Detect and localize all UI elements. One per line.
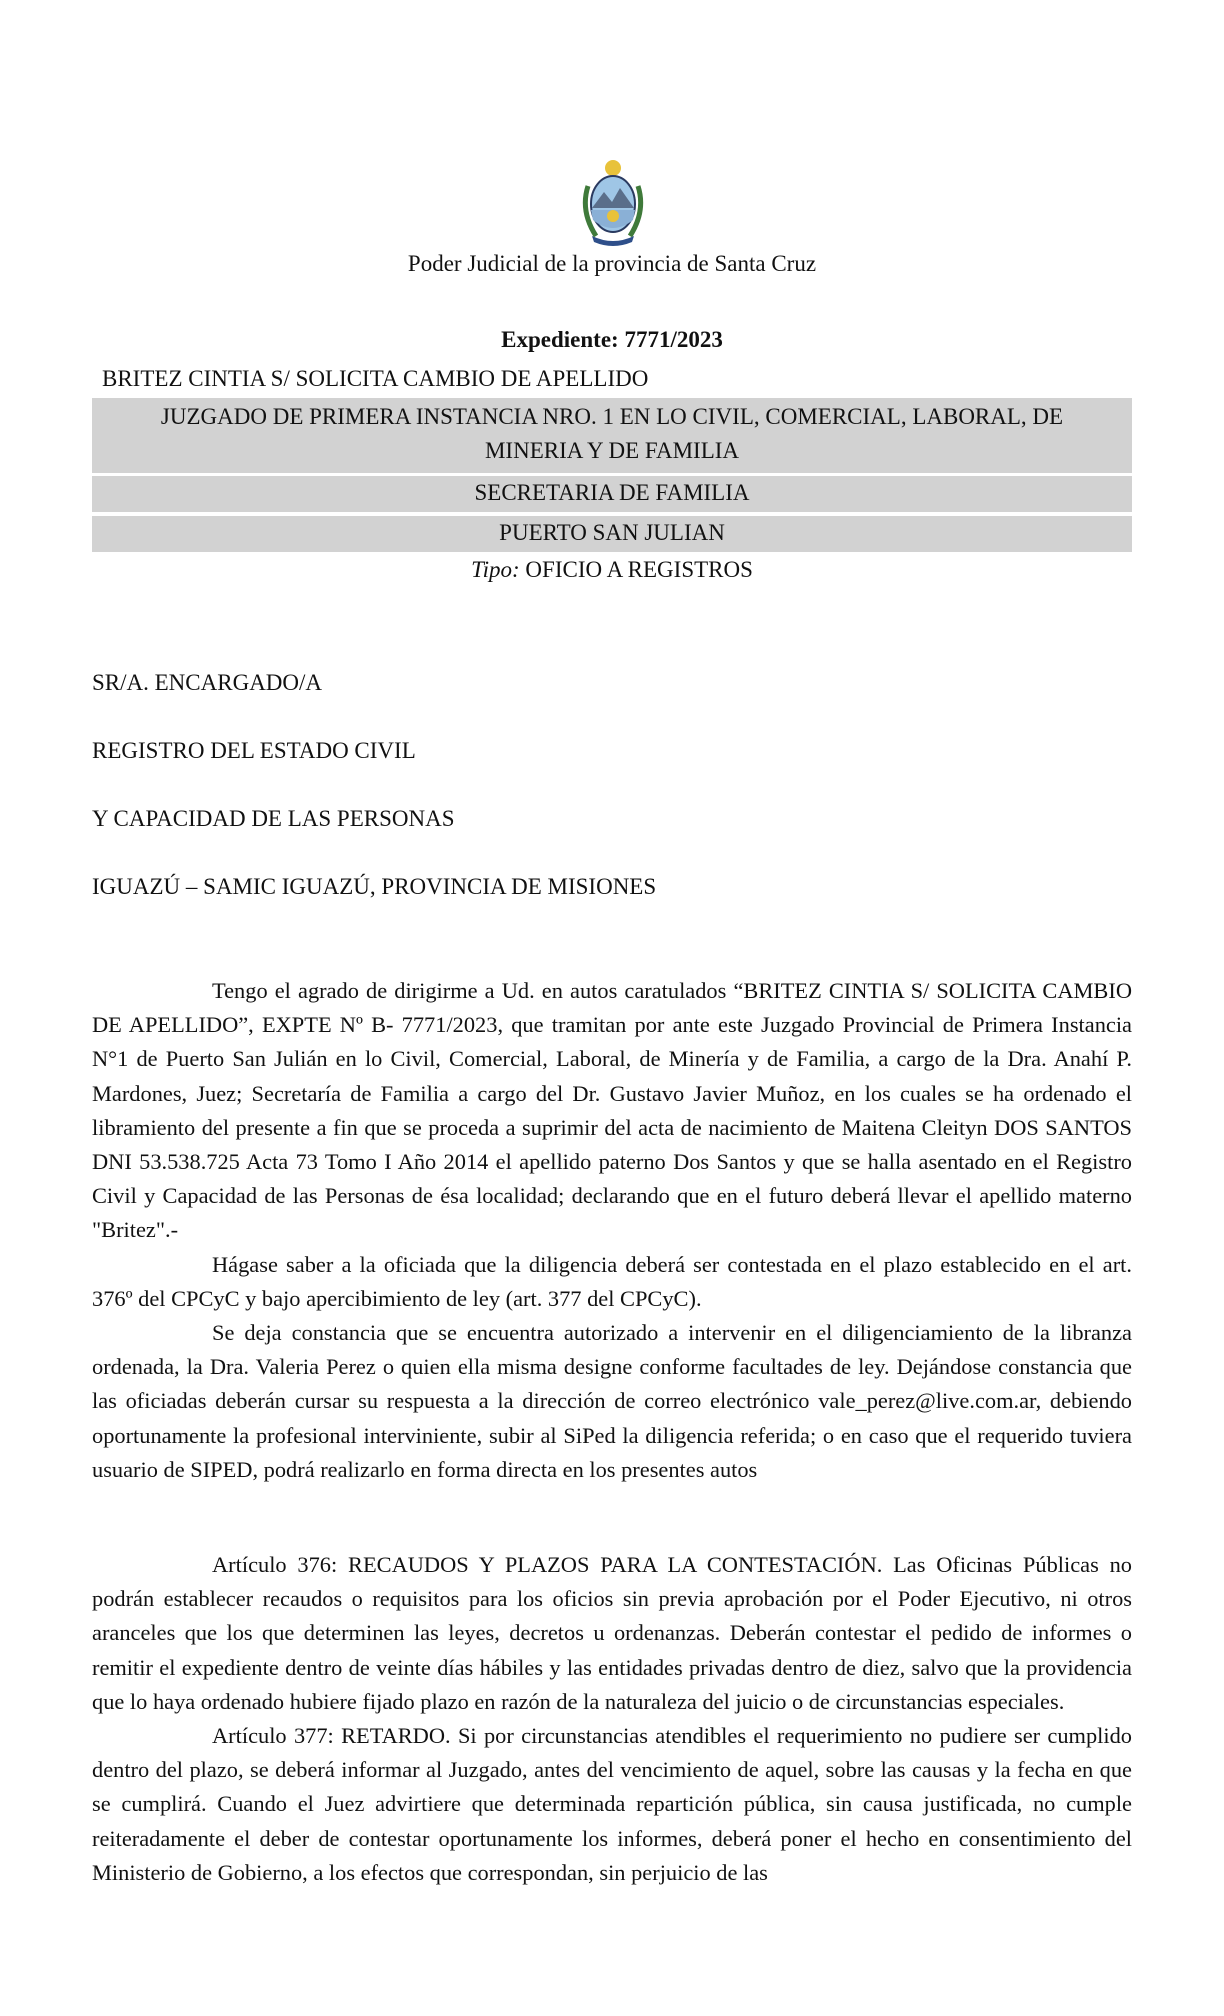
body-paragraph-3: Se deja constancia que se encuentra autorizado a intervenir en el diligenciamiento de la libranza ordenada, la Dra. Valeria Perez o quien ella misma designe conforme facultades de ley. Dejándose constancia que las oficiadas deberán cursar su respuesta a la dirección de correo electrónico vale_perez@live.com.ar, debiendo oportunamente la profesional interviniente, subir al SiPed la diligencia referida; o en caso que el requerido tuviera usuario de SIPED, podrá realizarlo en forma directa en los presentes autos [92, 1320, 1132, 1482]
court-name: Poder Judicial de la provincia de Santa Cruz [407, 251, 817, 276]
body-section-2 [92, 1548, 1132, 1890]
document-type [0, 557, 1224, 583]
tipo-value: OFICIO A REGISTROS [525, 557, 753, 582]
tipo-label: Tipo: [471, 557, 520, 582]
expediente-number: Expediente: 7771/2023 [501, 327, 723, 352]
body-section-1 [92, 974, 1132, 1487]
article-376-paragraph: Artículo 376: RECAUDOS Y PLAZOS PARA LA CONTESTACIÓN. Las Oficinas Públicas no podrán establecer recaudos o requisitos para los oficios sin previa aprobación por el Poder Ejecutivo, ni otros aranceles que los que determinen las leyes, decretos u ordenanzas. Deberán contestar el pedido de informes o remitir el expediente dentro de veinte días hábiles y las entidades privadas dentro de diez, salvo que la providencia que lo haya ordenado hubiere fijado plazo en razón de la naturaleza del juicio o de circunstancias especiales. [92, 1552, 1132, 1714]
addressee-line-4: IGUAZÚ – SAMIC IGUAZÚ, PROVINCIA DE MISIONES [92, 874, 657, 899]
juzgado-line-1: JUZGADO DE PRIMERA INSTANCIA NRO. 1 EN LO CIVIL, COMERCIAL, LABORAL, DE [160, 404, 1064, 429]
addressee-line-2: REGISTRO DEL ESTADO CIVIL [92, 738, 416, 763]
addressee-line-1: SR/A. ENCARGADO/A [92, 670, 323, 695]
juzgado-line-2: MINERIA Y DE FAMILIA [484, 438, 740, 463]
body-paragraph-2: Hágase saber a la oficiada que la diligencia deberá ser contestada en el plazo establecido en el art. 376º del CPCyC y bajo apercibimiento de ley (art. 377 del CPCyC). [92, 1251, 1132, 1311]
secretaria-box: SECRETARIA DE FAMILIA [92, 476, 1132, 512]
article-377-paragraph: Artículo 377: RETARDO. Si por circunstancias atendibles el requerimiento no pudiere ser cumplido dentro del plazo, se deberá informar al Juzgado, antes del vencimiento de aquel, sobre las causas y la fecha en que se cumplirá. Cuando el Juez advirtiere que determinada repartición pública, sin causa justificada, no cumple reiteradamente el deber de contestar oportunamente los informes, deberá poner el hecho en consentimiento del Ministerio de Gobierno, a los efectos que correspondan, sin perjuicio de las [92, 1723, 1132, 1885]
body-paragraph-1: Tengo el agrado de dirigirme a Ud. en autos caratulados “BRITEZ CINTIA S/ SOLICITA CAMBIO DE APELLIDO”, EXPTE Nº B- 7771/2023, que tramitan por ante este Juzgado Provincial de Primera Instancia N°1 de Puerto San Julián en lo Civil, Comercial, Laboral, de Minería y de Familia, a cargo de la Dra. Anahí P. Mardones, Juez; Secretaría de Familia a cargo del Dr. Gustavo Javier Muñoz, en los cuales se ha ordenado el libramiento del presente a fin que se proceda a suprimir del acta de nacimiento de Maitena Cleityn DOS SANTOS DNI 53.538.725 Acta 73 Tomo I Año 2014 el apellido paterno Dos Santos y que se halla asentado en el Registro Civil y Capacidad de las Personas de ésa localidad; declarando que en el futuro deberá llevar el apellido materno "Britez".- [92, 978, 1132, 1243]
juzgado-box [92, 398, 1132, 473]
case-title: BRITEZ CINTIA S/ SOLICITA CAMBIO DE APELLIDO [102, 366, 649, 391]
coat-of-arms-icon [578, 156, 648, 248]
localidad-box: PUERTO SAN JULIAN [92, 516, 1132, 552]
addressee-line-3: Y CAPACIDAD DE LAS PERSONAS [92, 806, 455, 831]
